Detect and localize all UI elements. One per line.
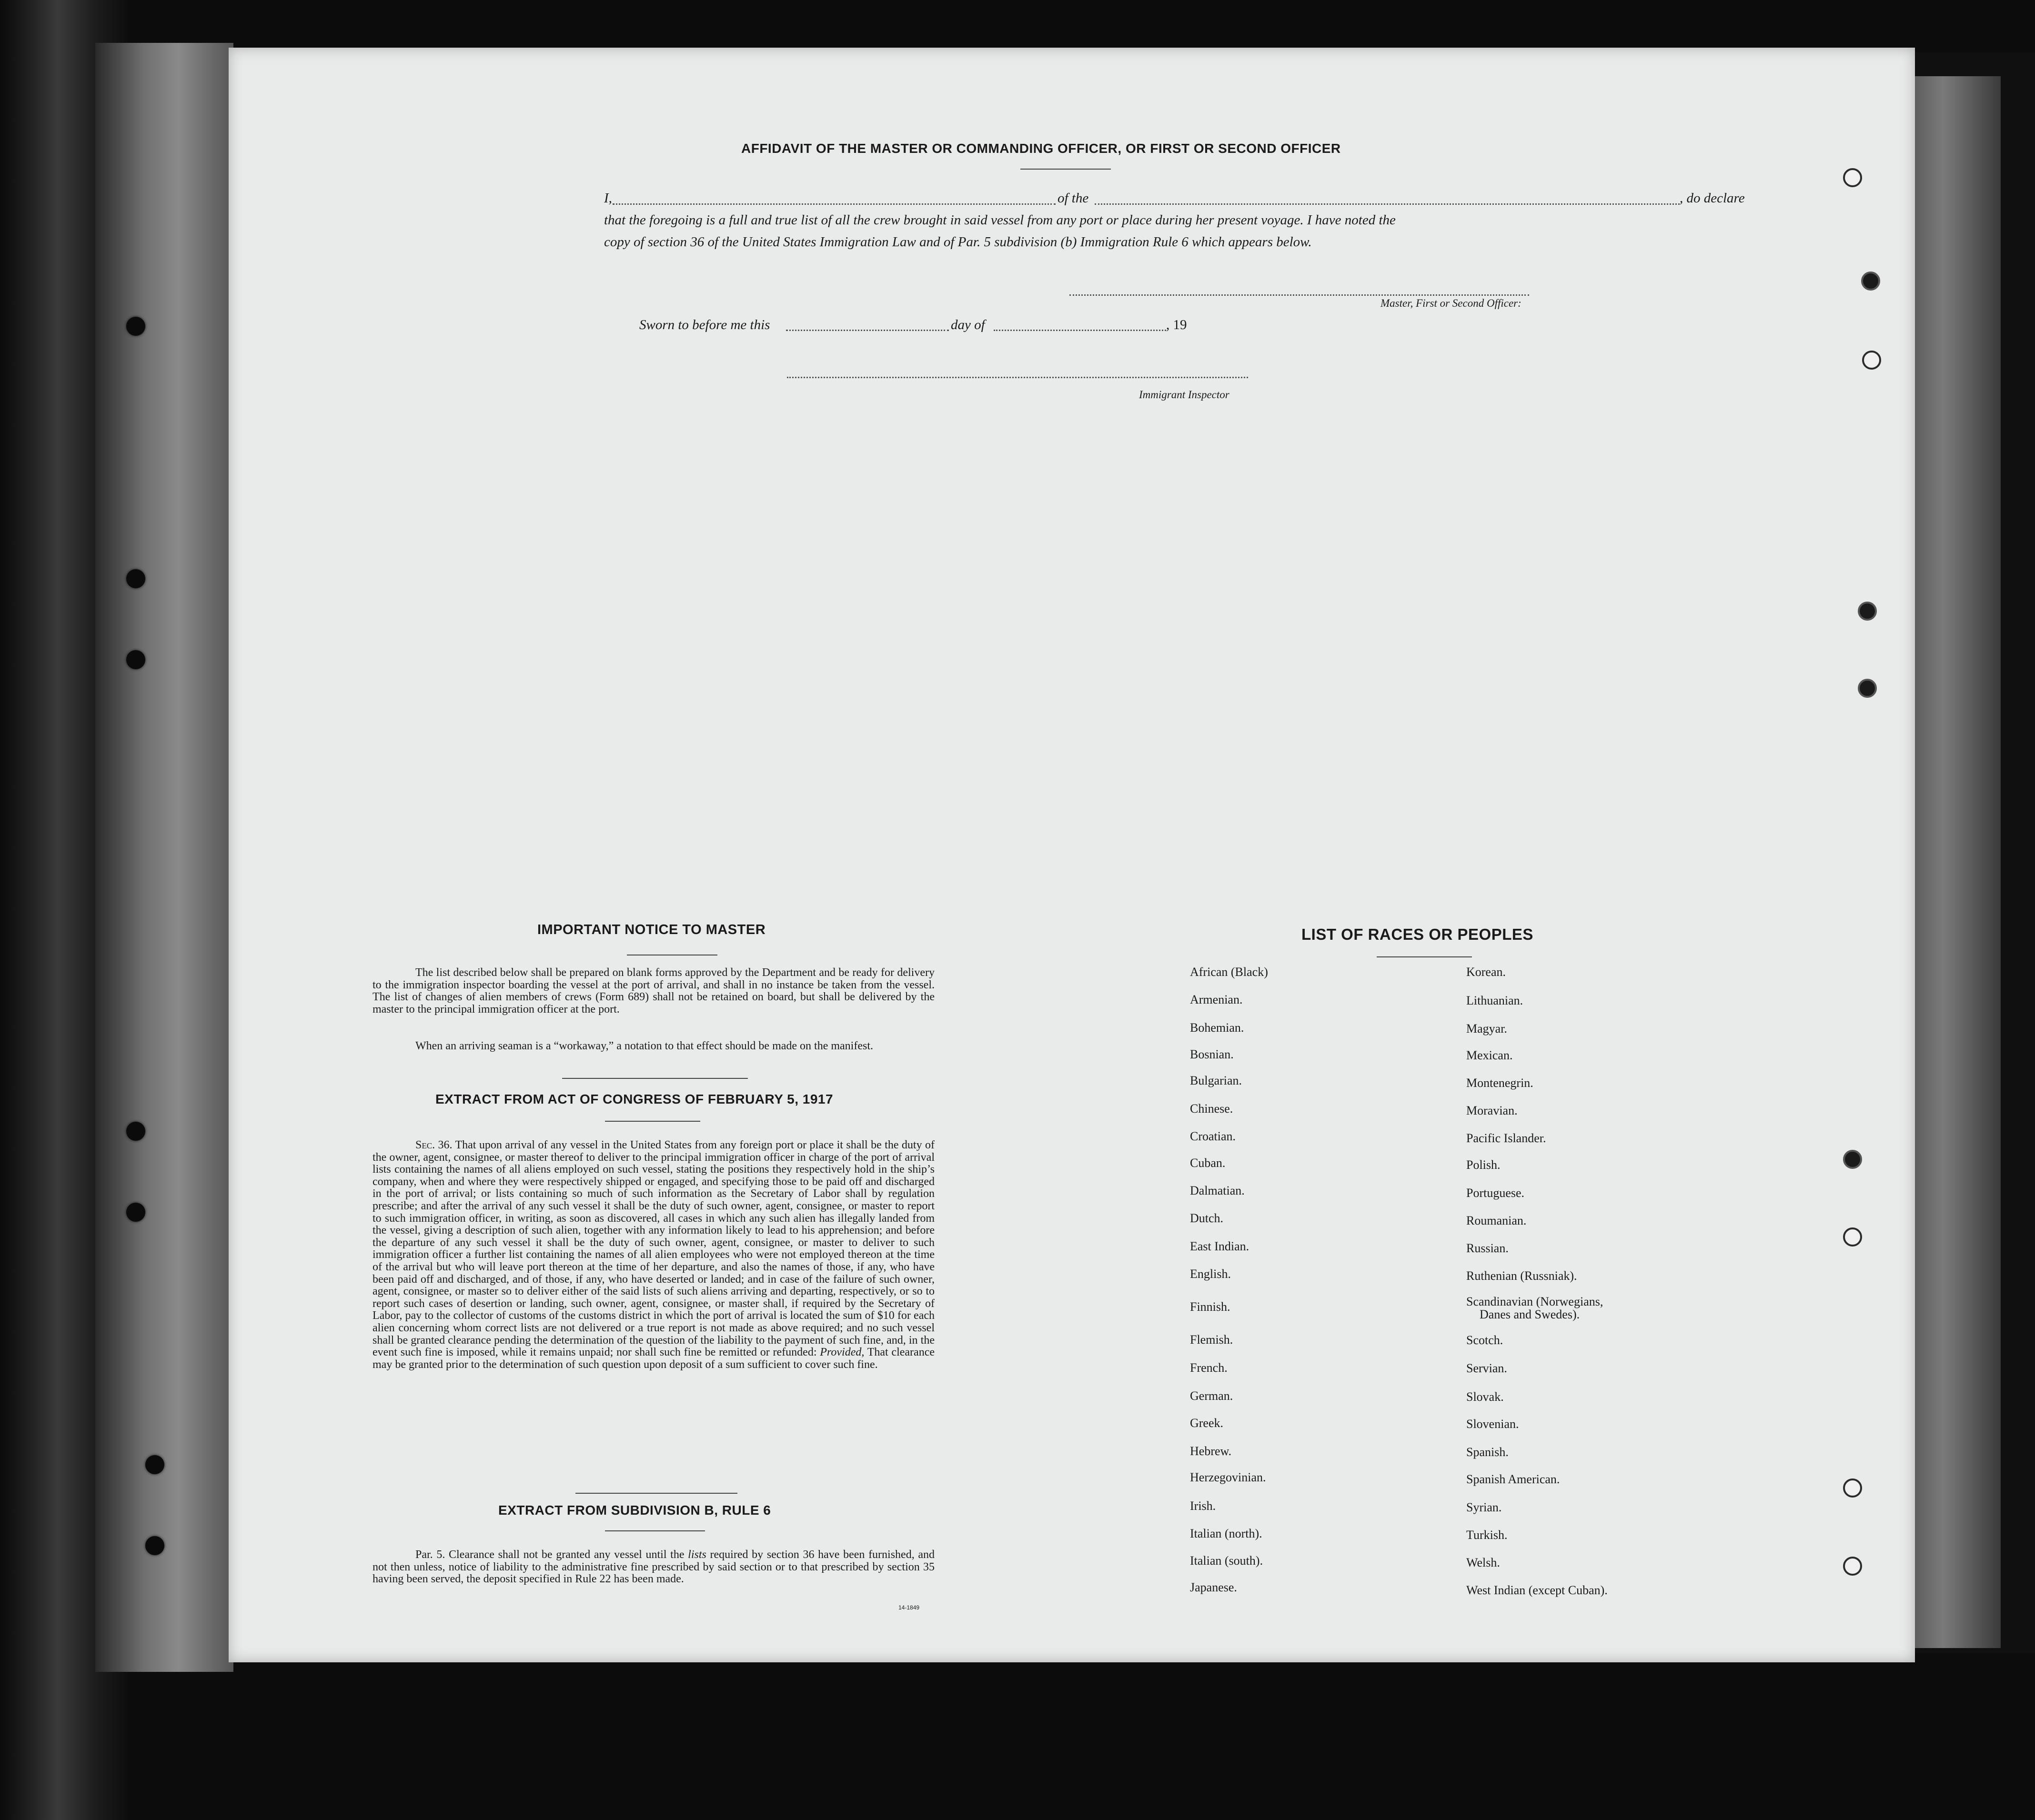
- race-item: Slovenian.: [1466, 1417, 1519, 1431]
- race-item: Servian.: [1466, 1361, 1507, 1375]
- race-item: Russian.: [1466, 1241, 1509, 1255]
- race-item: Dalmatian.: [1190, 1184, 1245, 1197]
- race-item: Korean.: [1466, 965, 1506, 979]
- races-title: LIST OF RACES OR PEOPLES: [1301, 925, 1533, 943]
- race-item: Flemish.: [1190, 1333, 1233, 1347]
- binding-hole: [126, 1122, 145, 1141]
- lists-word: lists: [688, 1549, 706, 1561]
- race-item: Polish.: [1466, 1158, 1501, 1172]
- race-item: Bohemian.: [1190, 1021, 1244, 1035]
- name-blank: [613, 203, 1056, 205]
- race-item: East Indian.: [1190, 1239, 1249, 1253]
- affidavit-line1-of-the: of the: [1058, 191, 1089, 206]
- paragraph-5-end: required by section 36 have been furnished, and not then unless, notice of liability to the administrative fine prescribed by said section or to that prescribed by section 35 having been served, the deposit specified in Rule 22 has been made.: [373, 1549, 935, 1586]
- binder-spine: [95, 43, 233, 1672]
- affidavit-line1-i: I,: [604, 191, 612, 206]
- race-item: Italian (north).: [1190, 1527, 1262, 1540]
- race-item: Turkish.: [1466, 1528, 1508, 1542]
- extract-rule-underline: [605, 1530, 705, 1531]
- notice-title: IMPORTANT NOTICE TO MASTER: [537, 922, 766, 937]
- races-underline: [1377, 956, 1472, 957]
- race-item: Slovak.: [1466, 1390, 1504, 1404]
- race-item: Ruthenian (Russniak).: [1466, 1269, 1577, 1283]
- scan-border-top: [0, 0, 2035, 52]
- race-item: Syrian.: [1466, 1500, 1502, 1514]
- race-item: Bosnian.: [1190, 1047, 1234, 1061]
- race-item: Dutch.: [1190, 1211, 1224, 1225]
- race-item: English.: [1190, 1267, 1231, 1281]
- sworn-day-blank: [786, 330, 949, 331]
- race-item: Pacific Islander.: [1466, 1131, 1546, 1145]
- section-36-end: That clearance may be granted prior to the determination of such question upon deposit of a sum sufficient to cover such fine.: [373, 1346, 935, 1371]
- extract-act-underline: [605, 1121, 700, 1122]
- race-item: Croatian.: [1190, 1129, 1236, 1143]
- race-item: Japanese.: [1190, 1580, 1237, 1594]
- race-item: Finnish.: [1190, 1300, 1230, 1314]
- binding-hole: [126, 317, 145, 336]
- master-signature-line: [1069, 294, 1529, 296]
- race-item: Spanish.: [1466, 1445, 1509, 1459]
- binding-hole: [145, 1455, 164, 1474]
- extract-rule-title: EXTRACT FROM SUBDIVISION B, RULE 6: [498, 1503, 771, 1518]
- notice-paragraph-2: When an arriving seaman is a “workaway,” a notation to that effect should be made on the manifest.: [415, 1040, 873, 1052]
- paragraph-5-start: Par. 5. Clearance shall not be granted any vessel until the: [415, 1549, 685, 1561]
- race-item: German.: [1190, 1389, 1233, 1403]
- punch-hole: [1843, 1150, 1862, 1169]
- race-item: Herzegovinian.: [1190, 1470, 1266, 1484]
- extract-act-title: EXTRACT FROM ACT OF CONGRESS OF FEBRUARY 5, 1917: [435, 1092, 834, 1106]
- punch-hole: [1862, 351, 1881, 370]
- race-item: Portuguese.: [1466, 1186, 1525, 1200]
- sworn-text: Sworn to before me this: [639, 317, 770, 332]
- race-item: Chinese.: [1190, 1102, 1233, 1116]
- form-number: 14-1849: [898, 1604, 920, 1611]
- affidavit-line3: copy of section 36 of the United States Immigration Law and of Par. 5 subdivision (b) Immigration Rule 6 which appears below.: [604, 234, 1312, 250]
- race-item: Scotch.: [1466, 1333, 1503, 1347]
- section-label: Sec. 36.: [415, 1139, 453, 1151]
- race-item: Montenegrin.: [1466, 1076, 1533, 1090]
- section-divider: [575, 1493, 737, 1494]
- vessel-blank: [1095, 203, 1680, 205]
- inspector-signature-line: [787, 377, 1248, 378]
- race-item: Mexican.: [1466, 1048, 1513, 1062]
- race-item: Hebrew.: [1190, 1444, 1232, 1458]
- race-item: Cuban.: [1190, 1156, 1226, 1170]
- document-page: [229, 48, 1915, 1662]
- punch-hole: [1843, 168, 1862, 187]
- section-36-text: [373, 1139, 935, 1371]
- binding-hole: [145, 1536, 164, 1555]
- title-underline: [1020, 169, 1111, 170]
- master-caption: Master, First or Second Officer:: [1380, 297, 1521, 309]
- punch-hole: [1861, 271, 1880, 291]
- year-text: , 19: [1166, 317, 1187, 332]
- race-item: French.: [1190, 1361, 1228, 1375]
- race-item: African (Black): [1190, 965, 1268, 979]
- affidavit-line2: that the foregoing is a full and true list of all the crew brought in said vessel from any port or place during her present voyage. I have noted the: [604, 212, 1396, 228]
- race-item: Danes and Swedes).: [1480, 1307, 1580, 1321]
- race-item: Roumanian.: [1466, 1214, 1527, 1227]
- inspector-caption: Immigrant Inspector: [1139, 389, 1229, 401]
- provided-word: Provided,: [820, 1346, 865, 1359]
- binding-hole: [126, 569, 145, 588]
- race-item: Lithuanian.: [1466, 994, 1523, 1007]
- race-item: Moravian.: [1466, 1104, 1518, 1117]
- notice-paragraph-1: The list described below shall be prepared on blank forms approved by the Department and be ready for delivery to the immigration inspector boarding the vessel at the port of arrival, and shall in no instance be taken from the vessel. The list of changes of alien members of crews (Form 689) shall not be retained on board, but shall be delivered by the master to the principal immigration officer at the port.: [373, 966, 935, 1016]
- day-of-text: day of: [951, 317, 985, 332]
- race-item: Scandinavian (Norwegians,: [1466, 1295, 1603, 1308]
- race-item: Welsh.: [1466, 1556, 1500, 1569]
- punch-hole: [1858, 679, 1877, 698]
- race-item: Spanish American.: [1466, 1472, 1560, 1486]
- binding-hole: [126, 1203, 145, 1222]
- section-divider: [562, 1078, 748, 1079]
- sworn-month-blank: [994, 330, 1166, 331]
- affidavit-title: AFFIDAVIT OF THE MASTER OR COMMANDING OFFICER, OR FIRST OR SECOND OFFICER: [741, 141, 1341, 156]
- punch-hole: [1843, 1478, 1862, 1498]
- race-item: Italian (south).: [1190, 1554, 1263, 1568]
- punch-hole: [1843, 1557, 1862, 1576]
- race-item: Armenian.: [1190, 993, 1243, 1006]
- binding-hole: [126, 650, 145, 669]
- section-36-body: That upon arrival of any vessel in the United States from any foreign port or place it shall be the duty of the owner, agent, consignee, or master thereof to deliver to the principal immigration officer in charge of the port of arrival lists containing the names of all aliens employed on such vessel, stating the positions they respectively hold in the ship’s company, when and where they were respectively shipped or engaged, and specifying those to be paid off and discharged in the port of arrival; or lists containing so much of such information as the Secretary of Labor shall by regulation prescribe; and after the arrival of any such vessel it shall be the duty of such owner, agent, consignee, or master to report to such immigration officer, in writing, as soon as discovered, all cases in which any such alien has illegally landed from the vessel, giving a description of such alien, together with any information likely to lead to his apprehension; and before the departure of any such vessel it shall be the duty of such owner, agent, consignee, or master to deliver to such immigration officer a further list containing the names of all alien employees who were not employed thereon at the time of the arrival but who will leave port thereon at the time of her departure, and also the names of those, if any, who have been paid off and discharged, and of those, if any, who have deserted or landed; and in case of the failure of such owner, agent, consignee, or master so to deliver either of the said lists of such aliens arriving and departing, respectively, or so to report such cases of desertion or landing, such owner, agent, consignee, or master shall, if required by the Secretary of Labor, pay to the collector of customs of the customs district in which the port of arrival is located the sum of $10 for each alien concerning whom correct lists are not delivered or a true report is not made as above required; and no such vessel shall be granted clearance pending the determination of the question of the liability to the payment of such fine, and, in the event such fine is imposed, while it remains unpaid; nor shall such fine be remitted or refunded:: [373, 1139, 935, 1359]
- race-item: Irish.: [1190, 1499, 1216, 1513]
- paragraph-5-text: [373, 1549, 935, 1586]
- page-edge-right: [1905, 76, 2001, 1648]
- race-item: Bulgarian.: [1190, 1074, 1242, 1087]
- race-item: West Indian (except Cuban).: [1466, 1583, 1608, 1597]
- scan-border-bottom: [0, 1653, 2035, 1820]
- punch-hole: [1858, 602, 1877, 621]
- affidavit-line1-declare: , do declare: [1680, 191, 1745, 206]
- race-item: Greek.: [1190, 1416, 1224, 1430]
- punch-hole: [1843, 1227, 1862, 1247]
- race-item: Magyar.: [1466, 1022, 1507, 1036]
